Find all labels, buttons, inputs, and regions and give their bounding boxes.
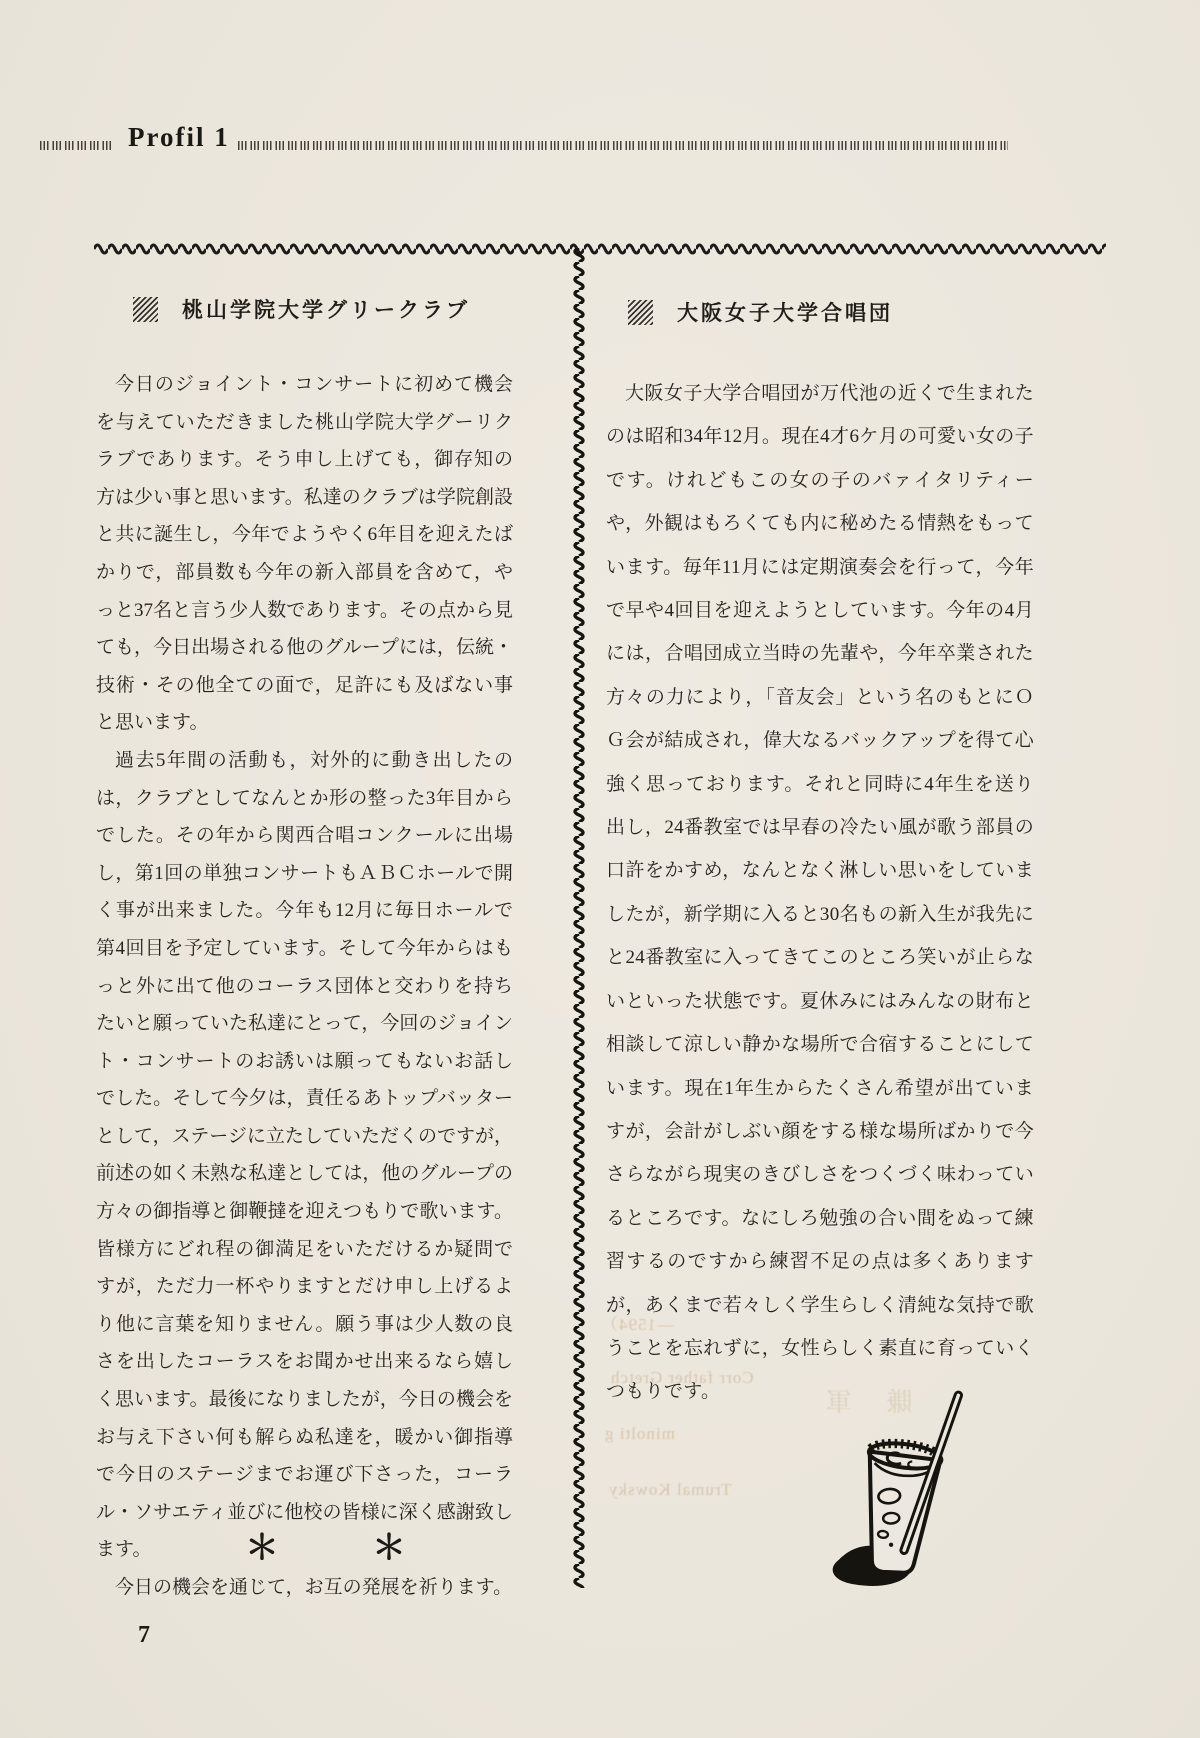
right-column-heading-row — [628, 297, 893, 327]
left-column-heading: 桃山学院大学グリークラブ — [182, 298, 470, 322]
ghost-text-line: —1594） — [600, 1315, 674, 1334]
zigzag-divider-fill — [573, 248, 585, 1588]
ghost-text-line: Corr father Gretch — [610, 1368, 754, 1387]
zigzag-rule-fill — [94, 243, 1106, 255]
page-number: 7 — [138, 1622, 150, 1648]
paragraph: 過去5年間の活動も，対外的に動き出したのは，クラブとしてなんとか形の整った3年目からでした。その年から関西合唱コンクールに出場し，第1回の単独コンサートもＡＢＣホールで開く事が出来ました。今年も12月に毎日ホールで第4回目を予定しています。そして今年からはもっと外に出て他のコーラス団体と交わりを持ちたいと願っていた私達にとって，今回のジョイント・コンサートのお誘いは願ってもないお話しでした。そして今夕は，責任るあトップバッターとして，ステージに立たしていただくのですが，前述の如く未熟な私達としては，他のグループの方々の御指導と御鞭撻を迎えつもりで歌います。皆様方にどれ程の御満足をいただけるか疑問ですが，ただ力一杯やりますとだけ申し上げるより他に言葉を知りません。願う事は少人数の良さを出したコーラスをお聞かせ出来るなら嬉しく思います。最後になりましたが，今日の機会をお与え下さい何も解らぬ私達を，暖かい御指導で今日のステージまでお運び下さった，コーラル・ソサエティ並びに他校の皆様に深く感謝致します。 — [96, 749, 513, 1561]
glass-with-straw-illustration — [808, 1386, 994, 1603]
ghost-text-line: 賺 軍 — [812, 1388, 913, 1417]
separator-asterisk: ＊ — [372, 1530, 406, 1567]
right-column-heading: 大阪女子大学合唱団 — [677, 301, 893, 325]
paragraph: 今日の機会を通じて，お互の発展を祈ります。 — [115, 1577, 513, 1598]
paragraph: 今日のジョイント・コンサートに初めて機会を与えていただきました桃山学院大学グーリクラブであります。そう申し上げても，御存知の方は少い事と思います。私達のクラブは学院創設と共に誕生し，今年でようやく6年目を迎えたばかりで，部員数も今年の新入部員を含めて，やっと37名と言う少人数であります。その点から見ても，今日出場される他のグループには，伝統・技術・その他全ての面で，足許にも及ばない事と思います。 — [96, 374, 513, 734]
ghost-text-line: Trumal Kowsky — [608, 1480, 732, 1499]
header-deco-left — [40, 141, 112, 150]
left-column-body — [96, 366, 513, 1607]
right-column-body — [606, 372, 1034, 1414]
hatch-square-icon — [628, 300, 653, 325]
hatch-square-icon — [133, 297, 158, 322]
zigzag-rule-horizontal — [94, 243, 1106, 255]
ghost-text-line: minolti g — [604, 1424, 675, 1443]
separator-asterisk: ＊ — [245, 1530, 279, 1567]
left-column-heading-row — [133, 294, 470, 324]
paragraph: 大阪女子大学合唱団が万代池の近くで生まれたのは昭和34年12月。現在4才6ケ月の可愛い女の子です。けれどもこの女の子のバァイタリティーや，外観はもろくても内に秘めたる情熱をもっています。毎年11月には定期演奏会を行って，今年で早や4回目を迎えようとしています。今年の4月には，合唱団成立当時の先輩や，今年卒業された方々の力により，「音友会」という名のもとにＯＧ会が結成され，偉大なるバックアップを得て心強く思っております。それと同時に4年生を送り出し，24番教室では早春の冷たい風が歌う部員の口許をかすめ，なんとなく淋しい思いをしていましたが，新学期に入ると30名もの新入生が我先にと24番教室に入ってきてこのところ笑いが止らないといった状態です。夏休みにはみんなの財布と相談して涼しい静かな場所で合宿することにしています。現在1年生からたくさん希望が出ていますが，会計がしぶい顔をする様な場所ばかりで今さらながら現実のきびしさをつくづく味わっているところです。なにしろ勉強の合い間をぬって練習するのですから練習不足の点は多くありますが，あくまで若々しく学生らしく清純な気持で歌うことを忘れずに，女性らしく素直に育っていくつもりです。 — [606, 383, 1034, 1403]
header-deco-right — [238, 141, 1008, 150]
zigzag-divider-vertical — [573, 248, 585, 1588]
page-title: Profil 1 — [128, 122, 230, 152]
